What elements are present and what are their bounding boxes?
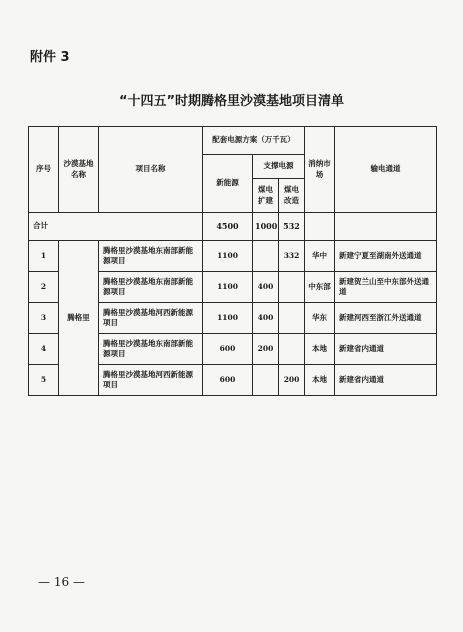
- row-project-name: 腾格里沙漠基地东南部新能源项目: [99, 334, 203, 365]
- row-project-name: 腾格里沙漠基地河西新能源项目: [99, 365, 203, 396]
- total-new-energy: 4500: [203, 213, 253, 241]
- row-coal-retrofit: 332: [279, 241, 305, 272]
- row-coal-retrofit: 200: [279, 365, 305, 396]
- row-project-name: 腾格里沙漠基地东南部新能源项目: [99, 241, 203, 272]
- row-coal-expand: 400: [253, 272, 279, 303]
- row-market: 本地: [305, 365, 335, 396]
- row-new-energy: 1100: [203, 272, 253, 303]
- header-base-name: 沙漠基地名称: [59, 127, 99, 213]
- header-plan-group: 配套电源方案（万千瓦）: [203, 127, 305, 155]
- row-coal-expand: 200: [253, 334, 279, 365]
- row-channel: 新建省内通道: [335, 334, 437, 365]
- project-table: [28, 126, 437, 396]
- row-coal-expand: [253, 241, 279, 272]
- row-coal-retrofit: [279, 303, 305, 334]
- header-support-group: 支撑电源: [253, 155, 305, 179]
- page-number: — 16 —: [38, 575, 85, 589]
- base-name-cell: 腾格里: [59, 241, 99, 396]
- row-seq: 5: [29, 365, 59, 396]
- row-coal-retrofit: [279, 272, 305, 303]
- header-coal-retrofit: 煤电改造: [279, 179, 305, 213]
- row-market: 本地: [305, 334, 335, 365]
- row-coal-retrofit: [279, 334, 305, 365]
- row-market: 华中: [305, 241, 335, 272]
- row-coal-expand: 400: [253, 303, 279, 334]
- row-new-energy: 600: [203, 334, 253, 365]
- table-row: [29, 241, 437, 272]
- total-coal-retrofit: 532: [279, 213, 305, 241]
- document-title: “十四五”时期腾格里沙漠基地项目清单: [118, 94, 345, 109]
- row-seq: 4: [29, 334, 59, 365]
- total-label: 合计: [29, 213, 203, 241]
- row-seq: 1: [29, 241, 59, 272]
- row-new-energy: 600: [203, 365, 253, 396]
- row-channel: 新建贺兰山至中东部外送通道: [335, 272, 437, 303]
- row-market: 华东: [305, 303, 335, 334]
- header-market: 消纳市场: [305, 127, 335, 213]
- row-channel: 新建河西至浙江外送通道: [335, 303, 437, 334]
- row-market: 中东部: [305, 272, 335, 303]
- row-seq: 2: [29, 272, 59, 303]
- header-coal-expand: 煤电扩建: [253, 179, 279, 213]
- row-seq: 3: [29, 303, 59, 334]
- header-channel: 输电通道: [335, 127, 437, 213]
- annex-label: 附件 3: [30, 50, 70, 65]
- header-project-name: 项目名称: [99, 127, 203, 213]
- row-project-name: 腾格里沙漠基地东南部新能源项目: [99, 272, 203, 303]
- row-channel: 新建宁夏至湖南外送通道: [335, 241, 437, 272]
- row-project-name: 腾格里沙漠基地河西新能源项目: [99, 303, 203, 334]
- row-new-energy: 1100: [203, 241, 253, 272]
- header-seq: 序号: [29, 127, 59, 213]
- row-new-energy: 1100: [203, 303, 253, 334]
- row-channel: 新建省内通道: [335, 365, 437, 396]
- row-coal-expand: [253, 365, 279, 396]
- total-coal-expand: 1000: [253, 213, 279, 241]
- total-row: [29, 213, 437, 241]
- header-new-energy: 新能源: [203, 155, 253, 213]
